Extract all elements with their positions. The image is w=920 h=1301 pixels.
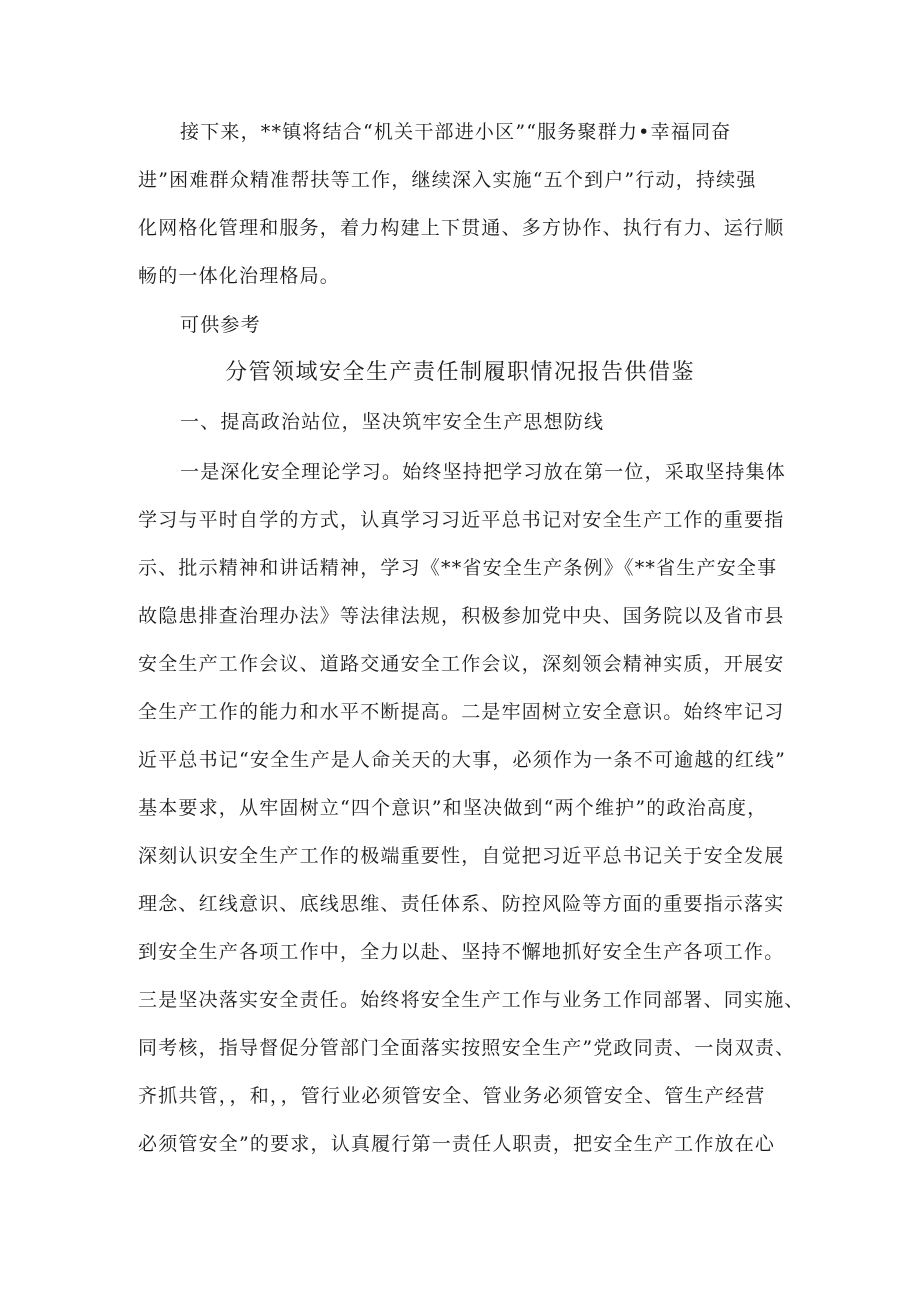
paragraph-line: 进”困难群众精准帮扶等工作，继续深入实施“五个到户”行动，持续强	[138, 169, 757, 191]
paragraph-line: 全生产工作的能力和水平不断提高。二是牢固树立安全意识。始终牢记习	[138, 701, 785, 723]
paragraph-line: 理念、红线意识、底线思维、责任体系、防控风险等方面的重要指示落实	[138, 893, 785, 915]
paragraph-line: 接下来，**镇将结合“机关干部进小区”“服务聚群力•幸福同奋	[180, 121, 732, 143]
paragraph-line: 三是坚决落实安全责任。始终将安全生产工作与业务工作同部署、同实施、	[138, 989, 805, 1011]
paragraph-line: 故隐患排查治理办法》等法律法规，积极参加党中央、国务院以及省市县	[138, 605, 785, 627]
paragraph-line: 基本要求，从牢固树立“四个意识”和坚决做到“两个维护”的政治高度，	[138, 797, 768, 819]
paragraph-line: 同考核，指导督促分管部门全面落实按照安全生产”党政同责、一岗双责、	[138, 1037, 796, 1059]
paragraph-line: 到安全生产各项工作中，全力以赴、坚持不懈地抓好安全生产各项工作。	[138, 941, 785, 963]
paragraph-line: 畅的一体化治理格局。	[138, 265, 341, 287]
paragraph-line: 安全生产工作会议、道路交通安全工作会议，深刻领会精神实质，开展安	[138, 653, 785, 675]
paragraph-line: 学习与平时自学的方式，认真学习习近平总书记对安全生产工作的重要指	[138, 509, 785, 531]
paragraph-line: 齐抓共管，，和，，管行业必须管安全、管业务必须管安全、管生产经营	[138, 1085, 766, 1107]
reference-note: 可供参考	[180, 314, 261, 336]
paragraph-line: 深刻认识安全生产工作的极端重要性，自觉把习近平总书记关于安全发展	[138, 845, 785, 867]
paragraph-line: 近平总书记“安全生产是人命关天的大事，必须作为一条不可逾越的红线”	[138, 749, 787, 771]
section-heading: 一、提高政治站位，坚决筑牢安全生产思想防线	[180, 411, 605, 433]
document-title: 分管领域安全生产责任制履职情况报告供借鉴	[224, 360, 695, 385]
paragraph-line: 必须管安全”的要求，认真履行第一责任人职责，把安全生产工作放在心	[138, 1133, 776, 1155]
paragraph-line: 一是深化安全理论学习。始终坚持把学习放在第一位，采取坚持集体	[180, 461, 787, 483]
paragraph-line: 示、批示精神和讲话精神，学习《**省安全生产条例》《**省生产安全事	[138, 557, 778, 579]
paragraph-line: 化网格化管理和服务，着力构建上下贯通、多方协作、执行有力、运行顺	[138, 217, 785, 239]
